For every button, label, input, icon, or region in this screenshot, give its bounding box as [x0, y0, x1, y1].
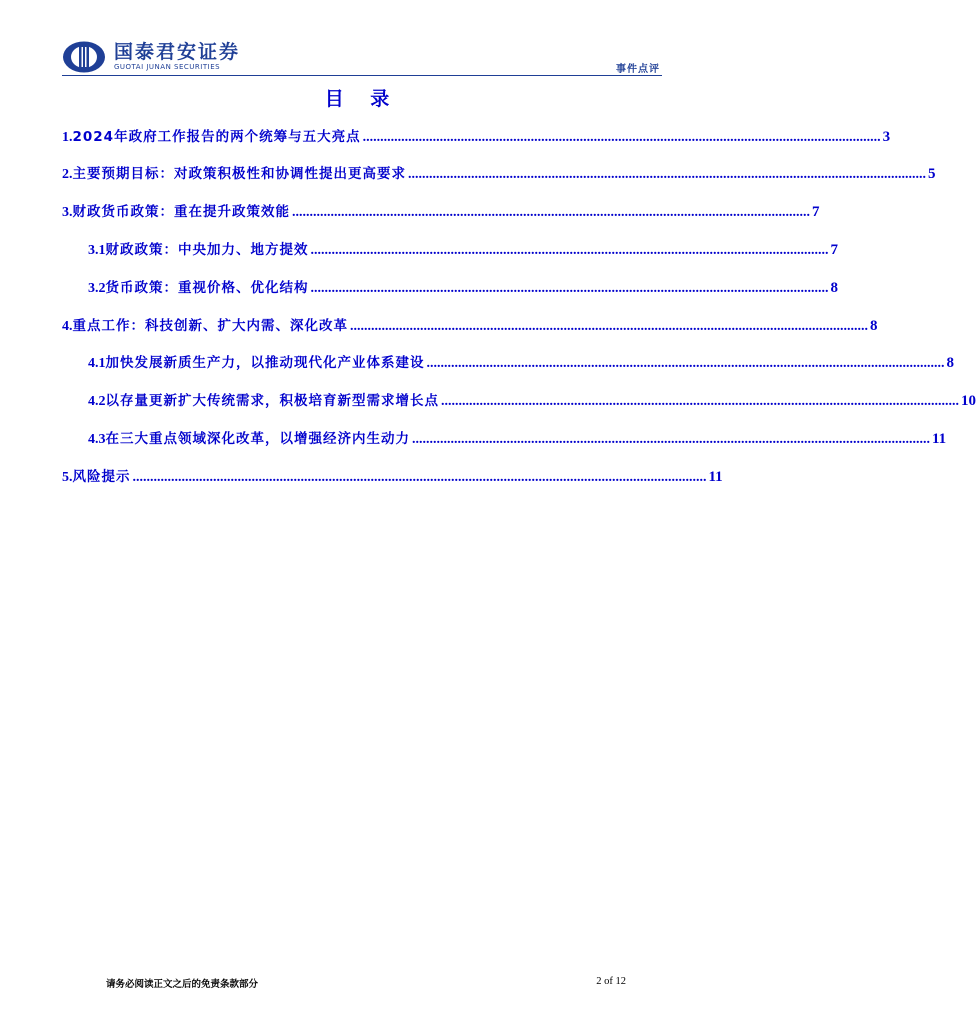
disclaimer-note: 请务必阅读正文之后的免责条款部分 — [106, 979, 259, 990]
toc-leader-dots: .................................................................................................................................................................... — [132, 470, 707, 485]
toc-entry-page: 5 — [928, 166, 936, 182]
toc-entry-page: 8 — [870, 318, 878, 334]
brand-name-en: GUOTAI JUNAN SECURITIES — [114, 63, 221, 71]
toc-entry[interactable] — [62, 125, 891, 146]
toc-entry-label: 主要预期目标：对政策积极性和协调性提出更高要求 — [72, 166, 406, 182]
header-divider — [62, 75, 662, 76]
toc-entry[interactable] — [88, 389, 976, 410]
toc-entry-label: 财政政策：中央加力、地方提效 — [105, 242, 309, 258]
toc-entry-label: 货币政策：重视价格、优化结构 — [105, 280, 309, 296]
toc-entry-number: 4.3 — [88, 432, 106, 447]
toc-leader-dots: .................................................................................................................................................... — [310, 243, 829, 258]
toc-entry-label: 以存量更新扩大传统需求，积极培育新型需求增长点 — [105, 393, 439, 409]
page-header — [0, 0, 724, 80]
toc-leader-dots: .................................................................................................................................................... — [310, 281, 829, 296]
toc-title: 目 录 — [324, 88, 400, 110]
toc-entry-number: 5. — [62, 470, 73, 485]
toc-entry[interactable] — [62, 162, 936, 183]
toc-leader-dots: .................................................................................................................................................... — [362, 130, 881, 145]
toc-entry[interactable] — [62, 465, 723, 486]
toc-entry[interactable] — [88, 238, 838, 259]
toc-entry-page: 7 — [812, 204, 820, 220]
toc-leader-dots: .................................................................................................................................................... — [408, 167, 926, 182]
toc-entry[interactable] — [62, 314, 878, 335]
toc-entry-page: 8 — [946, 355, 954, 371]
toc-entry-page: 11 — [708, 469, 723, 485]
toc-entry[interactable] — [88, 276, 838, 297]
toc-entry[interactable] — [88, 427, 947, 448]
toc-leader-dots: .................................................................................................................................................... — [292, 205, 810, 220]
toc-entry-page: 8 — [830, 280, 838, 296]
toc-entry-label: 重点工作：科技创新、扩大内需、深化改革 — [72, 318, 348, 334]
toc-entry-number: 4.1 — [88, 356, 106, 371]
toc-leader-dots: .................................................................................................................................................... — [426, 356, 945, 371]
toc-entry-label: 2024年政府工作报告的两个统筹与五大亮点 — [72, 129, 361, 145]
toc-entry-number: 4. — [62, 319, 73, 334]
toc-entry-number: 3. — [62, 205, 73, 220]
toc-entry[interactable] — [88, 351, 954, 372]
logo-mark-icon — [62, 41, 106, 73]
document-type: 事件点评 — [616, 64, 660, 75]
toc-entry-page: 3 — [882, 129, 891, 145]
toc-entry[interactable] — [62, 200, 820, 221]
page-indicator: 2 of 12 — [596, 976, 626, 987]
toc-entry-number: 3.2 — [88, 281, 106, 296]
toc-entry-number: 2. — [62, 167, 73, 182]
toc-entry-number: 1. — [62, 130, 73, 145]
company-logo — [62, 40, 240, 74]
toc-entry-label: 加快发展新质生产力，以推动现代化产业体系建设 — [105, 355, 425, 371]
toc-entry-label: 在三大重点领域深化改革，以增强经济内生动力 — [105, 431, 410, 447]
toc-entry-page: 11 — [932, 431, 947, 447]
toc-entry-number: 4.2 — [88, 394, 106, 409]
toc-entry-number: 3.1 — [88, 243, 106, 258]
toc-entry-page: 7 — [830, 242, 838, 258]
toc-leader-dots: .................................................................................................................................................... — [412, 432, 930, 447]
toc-entry-label: 风险提示 — [72, 469, 131, 485]
toc-entry-label: 财政货币政策：重在提升政策效能 — [72, 204, 290, 220]
brand-name-cn: 国泰君安证券 — [114, 41, 241, 63]
toc-leader-dots: .................................................................................................................................................... — [350, 319, 868, 334]
toc-entry-page: 10 — [961, 393, 976, 409]
toc-leader-dots: .................................................................................................................................................... — [441, 394, 959, 409]
